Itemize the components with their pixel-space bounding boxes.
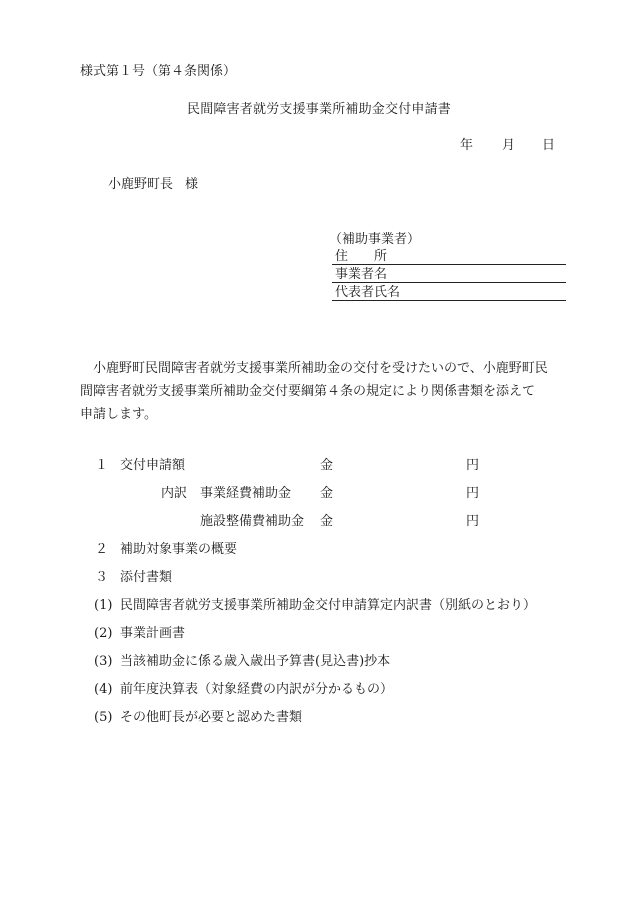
representative-label: 代表者氏名 [335, 285, 401, 300]
address-label: 住 所 [335, 249, 388, 264]
attachment-4-text: 前年度決算表（対象経費の内訳が分かるもの） [120, 682, 394, 697]
attachment-1-number: (1) [94, 598, 113, 613]
business-expense-kin: 金 [320, 486, 334, 501]
statement-line-2: 間障害者就労支援事業所補助金交付要綱第４条の規定により関係書類を添えて [80, 384, 536, 399]
attachment-3-number: (3) [94, 654, 113, 669]
date-month: 月 [502, 138, 516, 153]
item1-yen: 円 [466, 458, 480, 473]
business-name-line [332, 282, 566, 283]
statement-line-3: 申請します。 [80, 407, 157, 422]
item3-label: 添付書類 [120, 570, 173, 585]
application-statement [80, 357, 570, 426]
applicant-heading: （補助事業者） [329, 232, 421, 247]
business-expense-label: 事業経費補助金 [200, 486, 292, 501]
item1-label: 交付申請額 [120, 458, 186, 473]
facility-expense-kin: 金 [320, 514, 334, 529]
form-number: 様式第１号（第４条関係） [80, 64, 237, 79]
date-day: 日 [542, 138, 556, 153]
item2-number: ２ [95, 542, 109, 557]
document-title: 民間障害者就労支援事業所補助金交付申請書 [187, 102, 452, 117]
attachment-4-number: (4) [94, 682, 113, 697]
attachment-1-text: 民間障害者就労支援事業所補助金交付申請算定内訳書（別紙のとおり） [120, 598, 537, 613]
breakdown-label: 内訳 [161, 486, 188, 501]
date-year: 年 [460, 138, 474, 153]
statement-line-1: 小鹿野町民間障害者就労支援事業所補助金の交付を受けたいので、小鹿野町民 [80, 361, 548, 376]
address-line [332, 264, 566, 265]
attachment-5-number: (5) [94, 710, 113, 725]
item1-number: １ [95, 458, 109, 473]
attachment-5-text: その他町長が必要と認めた書類 [120, 710, 303, 725]
business-expense-yen: 円 [466, 486, 480, 501]
facility-expense-yen: 円 [466, 514, 480, 529]
facility-expense-label: 施設整備費補助金 [200, 514, 305, 529]
business-name-label: 事業者名 [335, 267, 388, 282]
addressee-honorific: 様 [185, 177, 199, 192]
item3-number: ３ [95, 570, 109, 585]
addressee-name: 小鹿野町長 [108, 177, 174, 192]
item1-kin: 金 [320, 458, 334, 473]
attachment-2-number: (2) [94, 626, 113, 641]
representative-line [332, 300, 566, 301]
attachment-2-text: 事業計画書 [120, 626, 186, 641]
attachment-3-text: 当該補助金に係る歳入歳出予算書(見込書)抄本 [120, 654, 391, 669]
item2-label: 補助対象事業の概要 [120, 542, 238, 557]
